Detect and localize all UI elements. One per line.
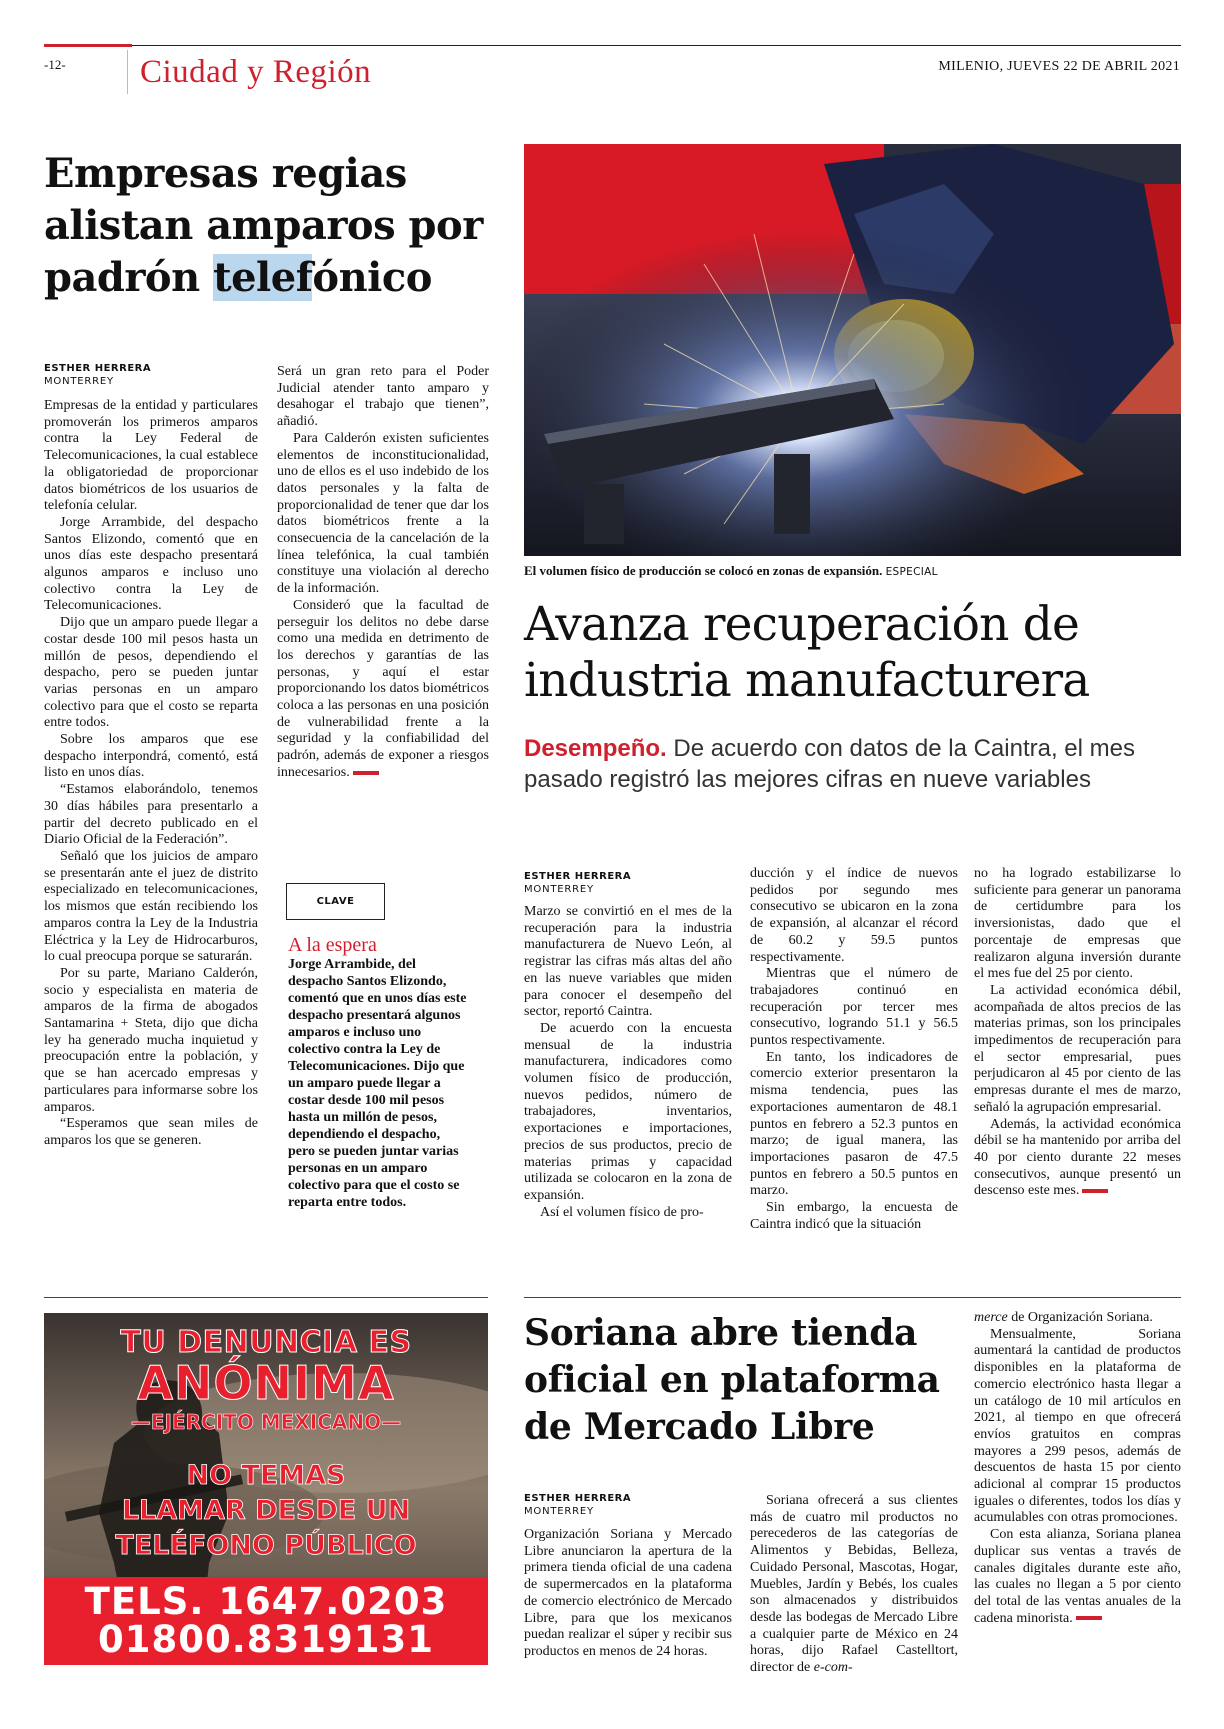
paragraph: Mensualmente, Soriana aumentará la cantidad de productos disponibles en la plataforma de comercio electrónico hasta llegar a un catálogo de 10 mil artículos en 2021, al tiempo en que ofrecerá envíos gratuitos en compras mayores a 299 pesos, además de descuentos de hasta 15 por ciento adicional al comprar 15 productos iguales o diferentes, todos los días y acumulables con otras promociones. <box>974 1326 1181 1526</box>
paragraph: Para Calderón existen suficientes elementos de inconstitucionalidad, uno de ellos es el uso indebido de los datos personales y la falta de proporcionalidad de tener que dar los datos biométricos frente a la consecuencia de la cancelación de la línea telefónica, la cual también constituye una violación al derecho de la información. <box>277 430 489 597</box>
paragraph: Dijo que un amparo puede llegar a costar desde 100 mil pesos hasta un millón de pesos, dependiendo el despacho, pero se pueden juntar varias personas en un amparo colectivo para que el costo se reparta entre todos. <box>44 615 258 731</box>
section-divider <box>127 50 128 94</box>
ad-message-line: TELÉFONO PÚBLICO <box>115 1530 417 1561</box>
sidebar-text: Jorge Arrambide, del despacho Santos Elizondo, comentó que en unos días este despacho presentará algunos amparos e incluso uno colectivo contra la Ley de Telecomunicaciones. Dijo que un amparo puede llegar a costar desde 100 mil pesos hasta un millón de pesos, dependiendo el despacho, pero se pueden juntar varias personas en un amparo colectivo para que el costo se reparta entre todos. <box>288 957 467 1210</box>
ad-phone-1: TELS. 1647.0203 <box>84 1580 448 1623</box>
paragraph: De acuerdo con la encuesta mensual de la industria manufacturera, indicadores como volumen físico de producción, nuevos pedidos, número de trabajadores, inventarios, exportaciones e importaciones, precios de sus productos, precio de materias primas y capacidad utilizada se colocaron en la zona de expansión. <box>524 1020 732 1203</box>
end-mark <box>1082 1189 1108 1193</box>
deck-text: De acuerdo con datos de la Caintra, el mes pasado registró las mejores cifras en nueve variables <box>524 735 1135 793</box>
byline-author: ESTHER HERRERA <box>524 1493 632 1504</box>
byline-author: ESTHER HERRERA <box>44 363 152 374</box>
article2-headline: Avanza recuperación de industria manufacturera <box>524 597 1090 708</box>
paragraph: Jorge Arrambide, del despacho Santos Elizondo, comentó que en unos días este despacho presentará algunos amparos e incluso uno colectivo contra la Ley de Telecomunicaciones. <box>44 514 258 614</box>
paragraph: Marzo se convirtió en el mes de la recuperación para la industria manufacturera de Nuevo León, al registrar las cifras más altas del año en las nueve variables que miden para conocer el desempeño del sector, reportó Caintra. <box>524 904 732 1020</box>
dateline: MILENIO, JUEVES 22 DE ABRIL 2021 <box>938 59 1180 74</box>
article3-column-2 <box>750 1493 958 1677</box>
section-rule-right <box>524 1297 1181 1298</box>
sidebar-title: A la espera <box>288 934 377 956</box>
article1-column-1 <box>44 398 258 1150</box>
headline-highlight: telef <box>213 254 313 301</box>
article2-deck <box>524 733 1184 795</box>
paragraph-text: Consideró que la facultad de perseguir los delitos no debe darse como una medida en detrimento de los derechos y garantías de las personas, y aquí el estar proporcionando los datos biométricos coloca a las personas en una posición de vulnerabilidad frente a la seguridad y la confiabilidad del padrón, además de exponer a riesgos innecesarios. <box>277 597 489 780</box>
ad-message <box>44 1458 488 1563</box>
paragraph-text: Con esta alianza, Soriana planea duplicar sus ventas a través de canales digitales durante este año, las cuales no llegan a 5 por ciento del total de las ventas anuales de la cadena minorista. <box>974 1527 1181 1626</box>
deck-kicker: Desempeño. <box>524 735 667 762</box>
paragraph-text: de Organización Soriana. <box>1007 1310 1153 1325</box>
caption-credit: ESPECIAL <box>885 566 938 578</box>
paragraph <box>974 1527 1181 1627</box>
welder-photo <box>524 144 1181 556</box>
ad-phone-numbers <box>44 1580 488 1661</box>
paragraph <box>974 1117 1181 1201</box>
headline-text-2: ónico <box>312 254 432 301</box>
end-mark <box>1076 1616 1102 1620</box>
article3-byline <box>524 1492 631 1518</box>
paragraph: “Estamos elaborándolo, tenemos 30 días hábiles para presentarlo a partir del decreto publicado en el Diario Oficial de la Federación”. <box>44 782 258 848</box>
paragraph: La actividad económica débil, acompañada de altos precios de las materias primas, son los principales impedimentos de recuperación para el sector empresarial, pues perjudicaron al 45 por ciento de las empresas durante el mes de marzo, señaló la agrupación empresarial. <box>974 982 1181 1115</box>
paragraph-text: Soriana ofrecerá a sus clientes más de cuatro mil productos no perecederos de las categorías de Alimentos y Bebidas, Belleza, Cuidado Personal, Mascotas, Hogar, Muebles, Jardín y Bebés, los cuales son almacenados y distribuidos desde las bodegas de Mercado Libre a cualquier parte de México en 24 horas, dijo Rafael Castelltort, director de <box>750 1493 958 1676</box>
section-rule-left <box>44 1297 488 1298</box>
photo-caption <box>524 563 938 579</box>
ad-headline-line1: TU DENUNCIA ES <box>120 1325 412 1360</box>
paragraph: Así el volumen físico de pro- <box>540 1204 704 1220</box>
article1-byline <box>44 362 151 388</box>
paragraph <box>750 1493 958 1677</box>
paragraph: Será un gran reto para el Poder Judicial atender tanto amparo y desahogar el trabajo que tienen”, añadió. <box>277 364 489 430</box>
ad-headline-line2: ANÓNIMA <box>137 1356 395 1410</box>
paragraph: ducción y el índice de nuevos pedidos por segundo mes consecutivo se ubicaron en la zona de expansión, al alcanzar el récord de 60.2 y 59.5 puntos respectivamente. <box>750 866 958 965</box>
paragraph <box>974 1310 1181 1327</box>
paragraph-text: Además, la actividad económica débil se ha mantenido por arriba del 40 por ciento durante 22 meses consecutivos, aunque presentó un descenso este mes. <box>974 1116 1181 1199</box>
ad-brand: —EJÉRCITO MEXICANO— <box>130 1410 402 1434</box>
article3-column-1 <box>524 1527 732 1661</box>
army-ad[interactable] <box>44 1313 488 1665</box>
end-mark <box>353 771 379 775</box>
article1-column-2 <box>277 364 489 782</box>
paragraph: “Esperamos que sean miles de amparos los que se generen. <box>44 1116 258 1148</box>
paragraph: Organización Soriana y Mercado Libre anunciaron la apertura de la primera tienda oficial de una cadena de supermercados en la plataforma de comercio electrónico de Mercado Libre, para que los mexicanos puedan realizar el súper y recibir sus productos en menos de 24 horas. <box>524 1527 732 1659</box>
article3-column-3 <box>974 1310 1181 1627</box>
welder-photo-image <box>524 144 1181 556</box>
ad-message-line: LLAMAR DESDE UN <box>121 1495 411 1526</box>
header-accent-rule <box>44 44 132 47</box>
header-rule <box>44 45 1181 46</box>
byline-location: MONTERREY <box>44 376 114 387</box>
paragraph: no ha logrado estabilizarse lo suficiente para generar un panorama de certidumbre para los inversionistas, dado que el porcentaje de empresas que realizaron alguna inversión durante el mes fue del 25 por ciento. <box>974 866 1181 982</box>
paragraph: Por su parte, Mariano Calderón, socio y especialista en materia de amparos de la firma de abogados Santamarina + Steta, dijo que dicha ley ha generado mucha inquietud y preocupación entre la población, y que se han acercado empresas y particulares para informarse sobre los amparos. <box>44 965 258 1115</box>
byline-location: MONTERREY <box>524 884 594 895</box>
paragraph: Señaló que los juicios de amparo se presentarán ante el juez de distrito especializado en telecomunicaciones, los mismos que están recibiendo los amparos contra la Ley de la Industria Eléctrica y la Ley de Hidrocarburos, lo cual preocupa porque se saturarán. <box>44 848 258 965</box>
paragraph: Sobre los amparos que ese despacho interpondrá, comentó, está listo en unos días. <box>44 732 258 781</box>
paragraph-italic: e-com- <box>813 1660 853 1676</box>
article2-column-3 <box>974 866 1181 1200</box>
article3-headline: Soriana abre tienda oficial en plataforma de Mercado Libre <box>524 1312 940 1448</box>
paragraph: Empresas de la entidad y particulares promoverán los primeros amparos contra la Ley Federal de Telecomunicaciones, la cual establece la obligatoriedad de proporcionar datos biométricos de los usuarios de telefonía celular. <box>44 398 258 514</box>
paragraph: En tanto, los indicadores de comercio exterior presentaron la misma tendencia, pues las exportaciones aumentaron de 48.1 puntos en febrero a 52.3 puntos en marzo; de igual manera, las importaciones pasaron de 47.5 puntos en febrero a 50.5 puntos en marzo. <box>750 1049 958 1199</box>
page-number: -12- <box>44 57 66 72</box>
byline-author: ESTHER HERRERA <box>524 871 632 882</box>
byline-location: MONTERREY <box>524 1506 594 1517</box>
headline-text-1: Empresas regias alistan amparos por padrón <box>44 150 483 301</box>
paragraph <box>277 598 489 782</box>
paragraph: Sin embargo, la encuesta de Caintra indicó que la situación <box>750 1200 958 1232</box>
article2-column-1 <box>524 904 732 1221</box>
article2-column-2 <box>750 866 958 1233</box>
clave-label-box: CLAVE <box>286 883 385 920</box>
article1-headline <box>44 148 484 304</box>
ad-message-line: NO TEMAS <box>186 1460 346 1491</box>
section-title: Ciudad y Región <box>140 54 372 90</box>
caption-text: El volumen físico de producción se colocó en zonas de expansión. <box>524 563 883 578</box>
paragraph: Mientras que el número de trabajadores continuó en recuperación por tercer mes consecutivo, logrando 51.1 y 56.5 puntos respectivamente. <box>750 966 958 1049</box>
paragraph-italic: merce <box>974 1310 1008 1325</box>
ad-phone-2: 01800.8319131 <box>98 1618 434 1661</box>
article2-byline <box>524 870 631 896</box>
